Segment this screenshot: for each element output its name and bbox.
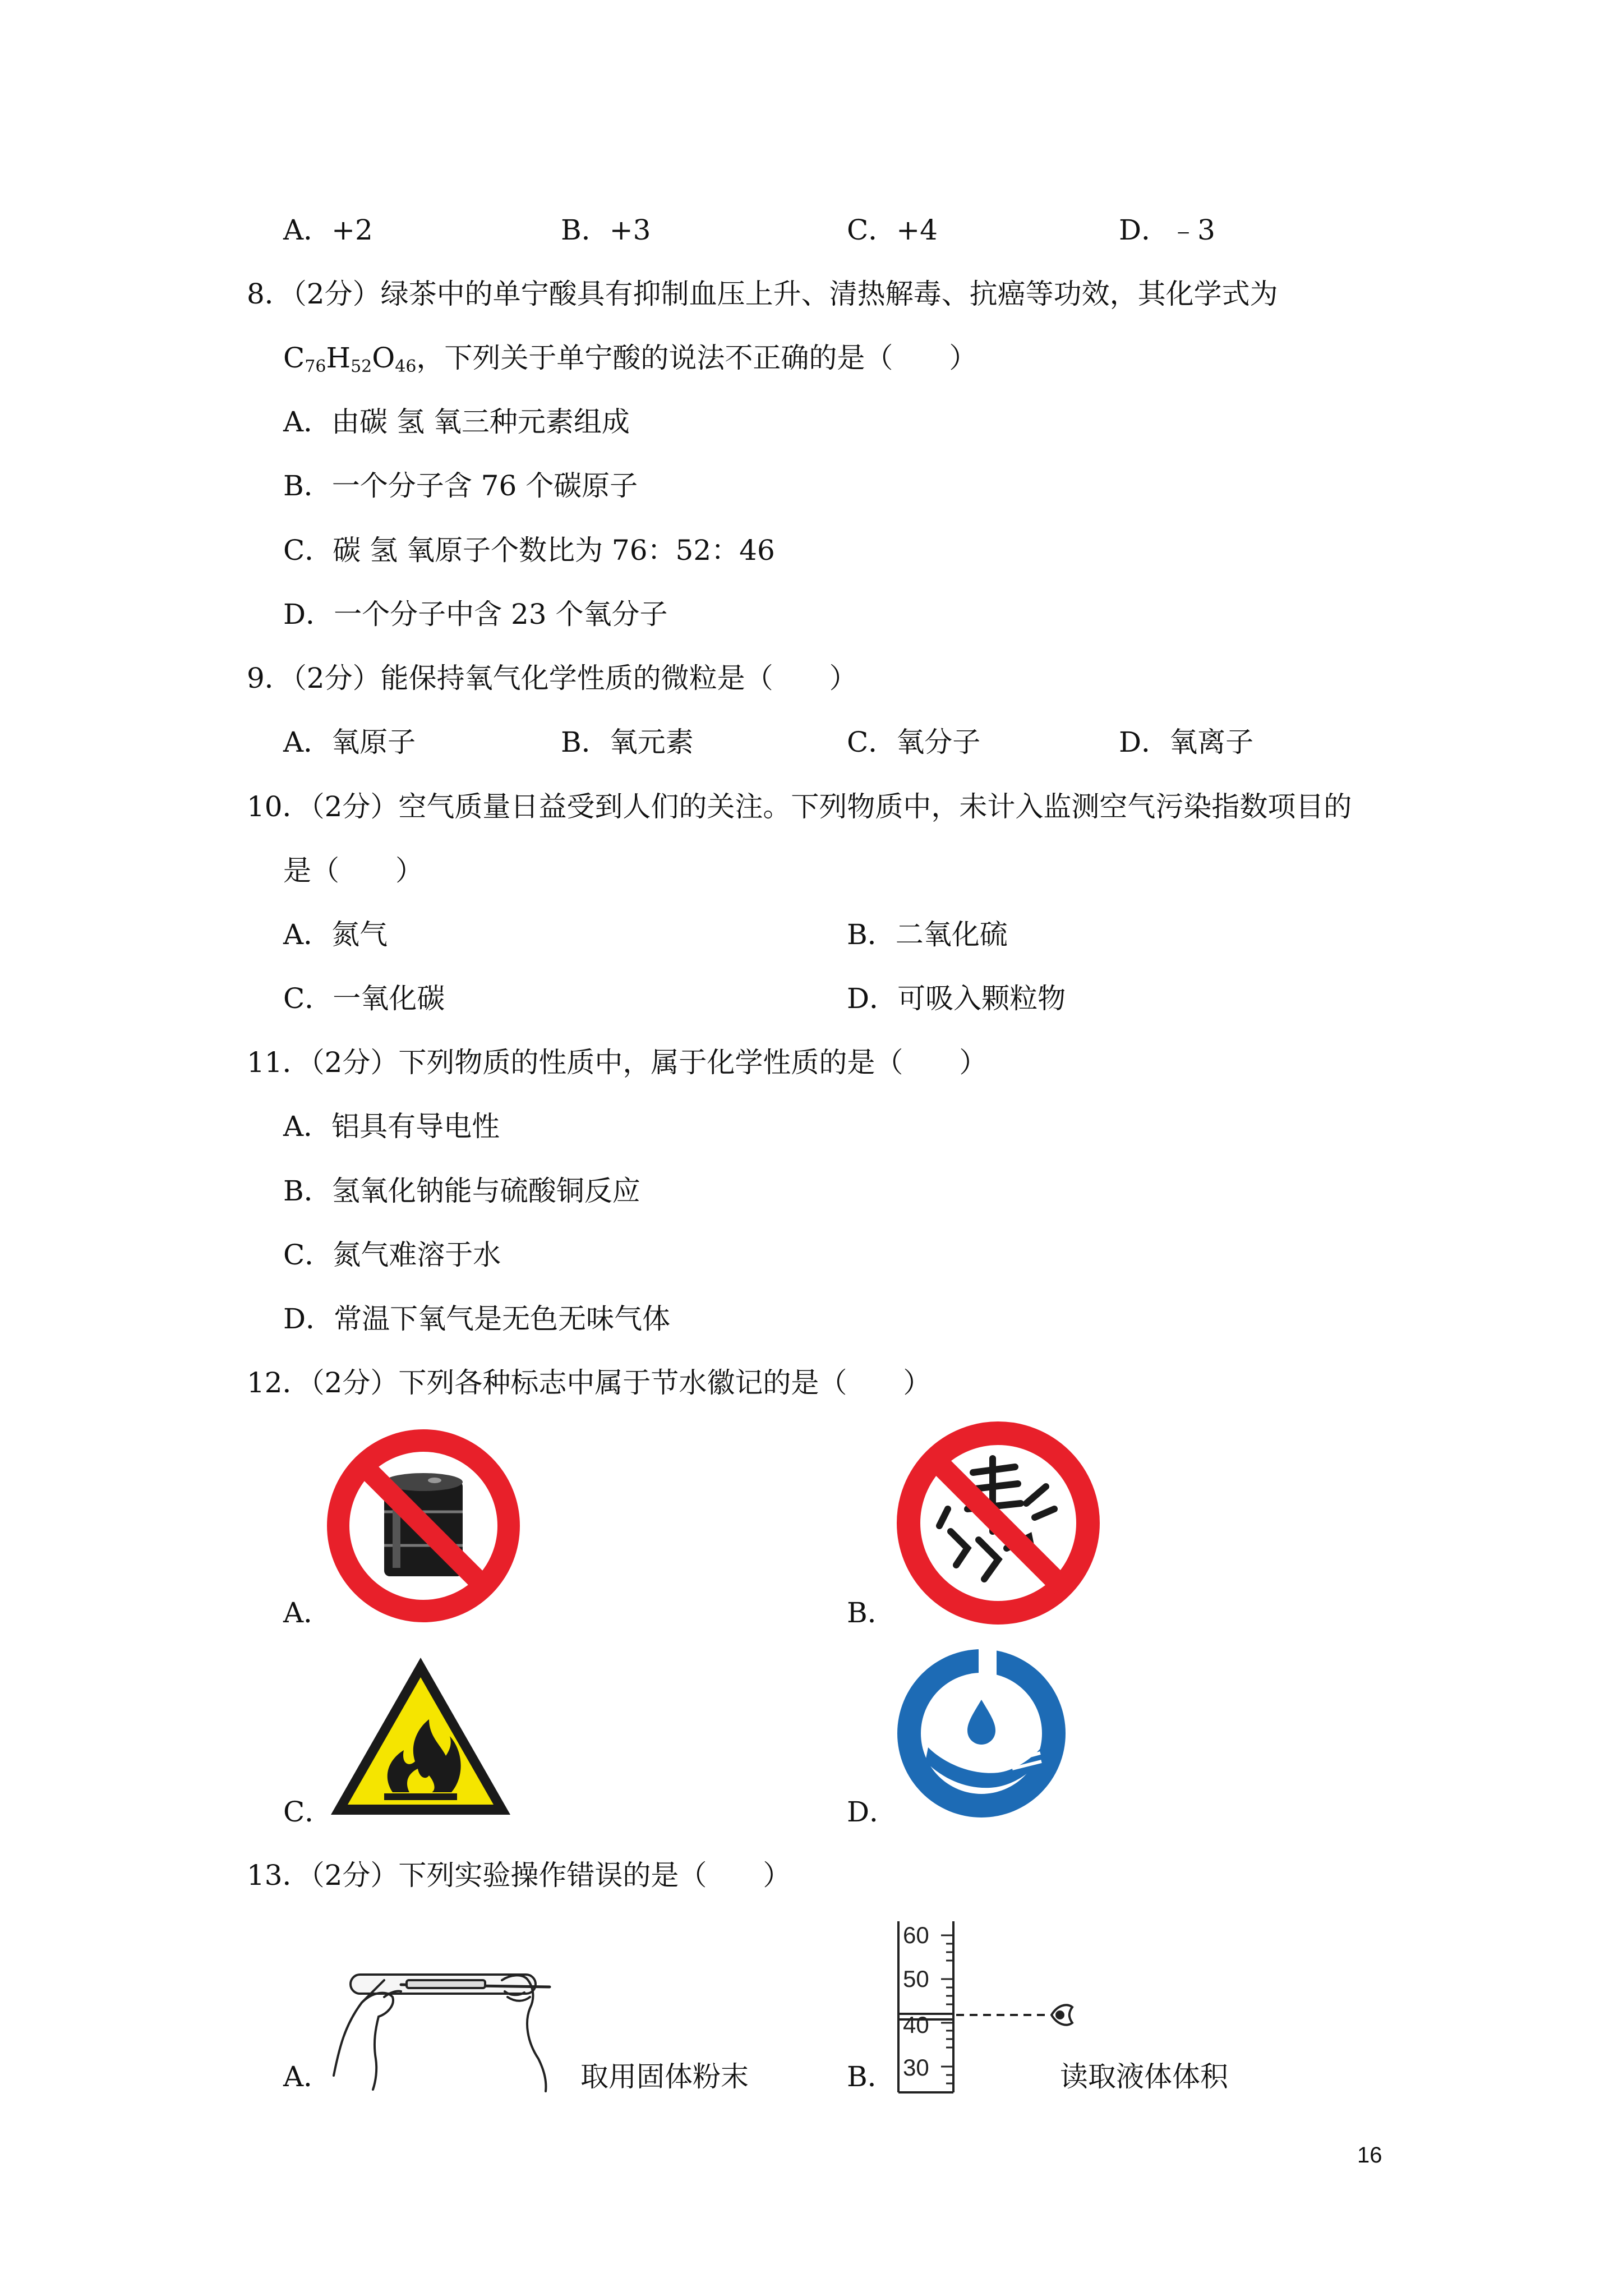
q10-option-b: B．二氧化硫 bbox=[847, 918, 1008, 951]
q8-stem-line1: 8．（2分）绿茶中的单宁酸具有抑制血压上升、清热解毒、抗癌等功效，其化学式为 bbox=[247, 278, 1278, 310]
q9-option-b: B．氧元素 bbox=[561, 726, 694, 758]
q9-option-c: C．氧分子 bbox=[847, 726, 981, 758]
q11-stem: 11．（2分）下列物质的性质中，属于化学性质的是（ ） bbox=[247, 1046, 988, 1079]
q7-option-c: C．+4 bbox=[847, 214, 938, 246]
cylinder-tick-60: 60 bbox=[903, 1922, 929, 1948]
q11-option-b: B．氢氧化钠能与硫酸铜反应 bbox=[283, 1175, 640, 1207]
q10-stem-line1: 10．（2分）空气质量日益受到人们的关注。下列物质中，未计入监测空气污染指数项目的 bbox=[247, 790, 1352, 823]
q9-stem: 9．（2分）能保持氧气化学性质的微粒是（ ） bbox=[247, 662, 857, 694]
page-number: 16 bbox=[1357, 2143, 1382, 2168]
q10-option-a: A．氮气 bbox=[283, 918, 388, 951]
q12-option-c: C． bbox=[283, 1796, 333, 1828]
q11-option-c: C．氮气难溶于水 bbox=[283, 1239, 501, 1271]
q12-option-a: A． bbox=[283, 1596, 332, 1629]
q8-option-a: A．由碳 氢 氧三种元素组成 bbox=[283, 406, 630, 438]
q12-option-d: D． bbox=[847, 1796, 898, 1828]
cylinder-tick-40: 40 bbox=[903, 2012, 929, 2038]
q13-caption-a: 取用固体粉末 bbox=[580, 2060, 749, 2093]
q13-caption-b: 读取液体体积 bbox=[1060, 2060, 1228, 2093]
formula: $C_{76}H_{52}O_{46}$ bbox=[283, 342, 417, 376]
cylinder-tick-50: 50 bbox=[903, 1966, 929, 1992]
q13-option-a: A． bbox=[283, 2060, 332, 2093]
water-saving-emblem-icon bbox=[895, 1646, 1068, 1820]
q10-option-c: C．一氧化碳 bbox=[283, 982, 445, 1015]
q10-option-d: D．可吸入颗粒物 bbox=[847, 982, 1066, 1015]
test-tube-powder-figure bbox=[322, 1963, 586, 2092]
q10-stem-line2: 是（ ） bbox=[283, 854, 423, 887]
cylinder-tick-30: 30 bbox=[903, 2054, 929, 2081]
q13-option-b: B． bbox=[847, 2060, 896, 2093]
q7-option-a: A．+2 bbox=[283, 214, 373, 246]
graduated-cylinder-figure bbox=[892, 1918, 1077, 2098]
q12-stem: 12．（2分）下列各种标志中属于节水徽记的是（ ） bbox=[247, 1366, 932, 1399]
q13-stem: 13．（2分）下列实验操作错误的是（ ） bbox=[247, 1859, 791, 1892]
q8-option-b: B．一个分子含 76 个碳原子 bbox=[283, 470, 638, 502]
q11-option-a: A．铝具有导电性 bbox=[283, 1110, 500, 1143]
q8-option-c: C．碳 氢 氧原子个数比为 76：52：46 bbox=[283, 534, 775, 567]
q12-option-b: B． bbox=[847, 1596, 896, 1629]
eye-icon bbox=[1052, 2005, 1072, 2024]
q9-option-d: D．氧离子 bbox=[1119, 726, 1254, 758]
q11-option-d: D．常温下氧气是无色无味气体 bbox=[283, 1303, 671, 1335]
q8-option-d: D．一个分子中含 23 个氧分子 bbox=[283, 598, 668, 631]
flammable-warning-icon bbox=[325, 1652, 516, 1820]
q7-option-b: B．+3 bbox=[561, 214, 651, 246]
no-logging-sign-icon bbox=[895, 1419, 1102, 1627]
q7-option-d: D．﹣3 bbox=[1119, 214, 1215, 246]
no-oil-barrel-sign-icon bbox=[325, 1428, 522, 1624]
q9-option-a: A．氧原子 bbox=[283, 726, 416, 758]
q8-stem-line2: $C_{76}H_{52}O_{46}$，下列关于单宁酸的说法不正确的是（ ） bbox=[283, 342, 978, 376]
